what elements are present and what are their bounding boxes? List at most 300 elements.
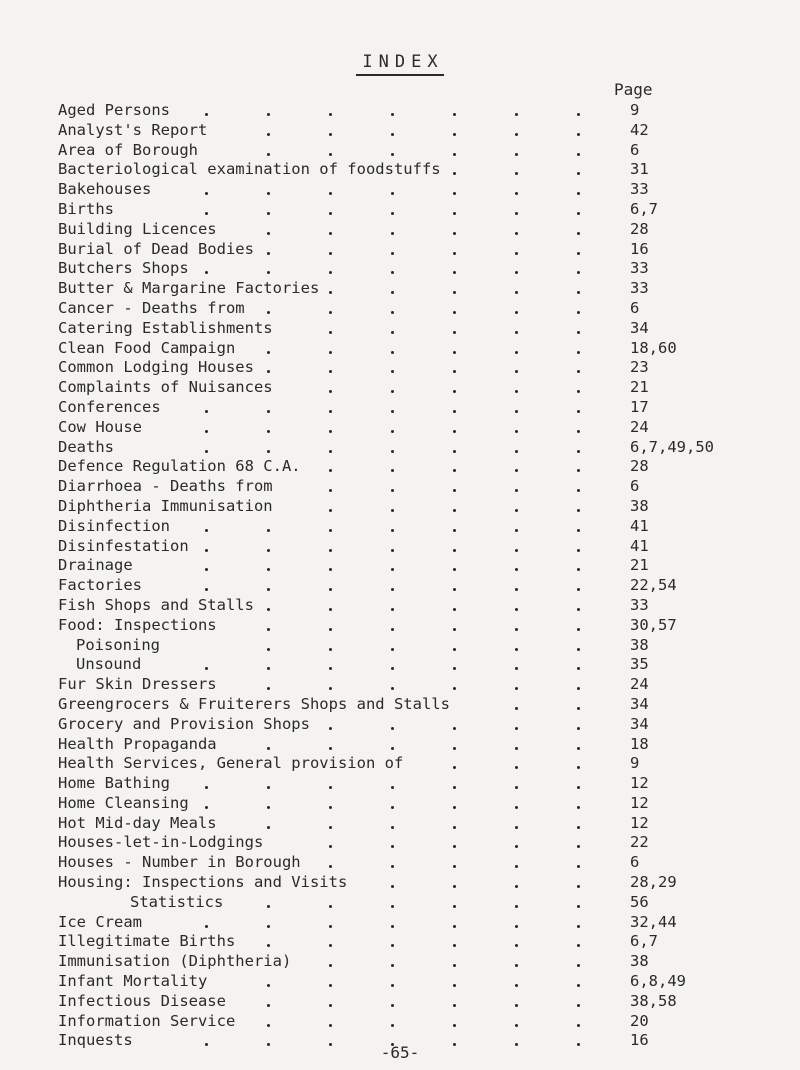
leader-dots <box>58 952 598 972</box>
index-entry <box>58 636 778 656</box>
leader-dot <box>267 984 270 987</box>
leader-dot <box>267 648 270 651</box>
leader-dot <box>453 1004 456 1007</box>
leader-dot <box>453 351 456 354</box>
leader-dot <box>391 648 394 651</box>
entry-label: Hot Mid-day Meals <box>58 813 217 832</box>
leader-dot <box>577 529 580 532</box>
leader-dots <box>58 774 598 794</box>
leader-dot <box>577 311 580 314</box>
leader-dot <box>205 430 208 433</box>
leader-dot <box>453 192 456 195</box>
entry-page-ref: 9 <box>630 754 640 773</box>
leader-dot <box>453 925 456 928</box>
index-entry <box>58 675 778 695</box>
entry-page-ref: 17 <box>630 397 649 416</box>
leader-dot <box>453 291 456 294</box>
leader-dot <box>205 271 208 274</box>
leader-dot <box>453 331 456 334</box>
leader-dots <box>58 319 598 339</box>
leader-dots <box>58 220 598 240</box>
leader-dot <box>453 667 456 670</box>
leader-dot <box>515 588 518 591</box>
leader-dot <box>515 667 518 670</box>
index-entry <box>58 457 778 477</box>
index-entry <box>58 794 778 814</box>
leader-dot <box>391 925 394 928</box>
entry-label: Defence Regulation 68 C.A. <box>58 457 301 476</box>
leader-dot <box>515 232 518 235</box>
leader-dot <box>391 509 394 512</box>
leader-dot <box>267 925 270 928</box>
leader-dot <box>577 747 580 750</box>
entry-page-ref: 41 <box>630 536 649 555</box>
entry-label: Greengrocers & Fruiterers Shops and Stalls <box>58 694 450 713</box>
leader-dot <box>515 252 518 255</box>
leader-dots <box>58 833 598 853</box>
index-entry <box>58 596 778 616</box>
leader-dot <box>577 489 580 492</box>
entry-label: Inquests <box>58 1031 133 1050</box>
index-entry <box>58 319 778 339</box>
entry-page-ref: 12 <box>630 813 649 832</box>
entry-page-ref: 12 <box>630 774 649 793</box>
leader-dot <box>515 984 518 987</box>
leader-dot <box>329 964 332 967</box>
leader-dot <box>515 192 518 195</box>
index-entry <box>58 160 778 180</box>
leader-dot <box>515 628 518 631</box>
leader-dots <box>58 121 598 141</box>
entry-label: Area of Borough <box>58 140 198 159</box>
leader-dot <box>453 370 456 373</box>
index-entry <box>58 873 778 893</box>
leader-dot <box>515 529 518 532</box>
leader-dot <box>329 351 332 354</box>
entry-page-ref: 18 <box>630 734 649 753</box>
leader-dot <box>391 568 394 571</box>
entry-label: Immunisation (Diphtheria) <box>58 952 292 971</box>
leader-dots <box>58 438 598 458</box>
index-entry <box>58 121 778 141</box>
leader-dot <box>267 271 270 274</box>
entry-label: Houses-let-in-Lodgings <box>58 833 264 852</box>
entry-page-ref: 21 <box>630 556 649 575</box>
leader-dot <box>205 667 208 670</box>
leader-dots <box>58 299 598 319</box>
entry-page-ref: 41 <box>630 516 649 535</box>
entry-page-ref: 9 <box>630 101 640 119</box>
page-column-header: Page <box>614 80 653 99</box>
leader-dots <box>58 160 598 180</box>
leader-dot <box>453 311 456 314</box>
leader-dot <box>391 153 394 156</box>
leader-dot <box>267 370 270 373</box>
leader-dot <box>391 865 394 868</box>
leader-dot <box>577 133 580 136</box>
leader-dot <box>515 113 518 116</box>
leader-dot <box>453 944 456 947</box>
entry-page-ref: 20 <box>630 1011 649 1030</box>
leader-dot <box>329 1024 332 1027</box>
leader-dot <box>453 766 456 769</box>
leader-dot <box>391 549 394 552</box>
entry-label: Common Lodging Houses <box>58 358 254 377</box>
leader-dot <box>329 747 332 750</box>
index-entry <box>58 774 778 794</box>
leader-dot <box>453 905 456 908</box>
index-entry <box>58 932 778 952</box>
leader-dot <box>577 1024 580 1027</box>
entry-label: Statistics <box>130 892 224 911</box>
leader-dot <box>577 944 580 947</box>
leader-dot <box>453 172 456 175</box>
leader-dot <box>267 1004 270 1007</box>
leader-dot <box>577 826 580 829</box>
leader-dot <box>453 153 456 156</box>
entry-page-ref: 24 <box>630 417 649 436</box>
index-entry <box>58 141 778 161</box>
entry-page-ref: 23 <box>630 358 649 377</box>
leader-dot <box>267 410 270 413</box>
entry-label: Factories <box>58 576 142 595</box>
index-entry <box>58 735 778 755</box>
index-entry <box>58 180 778 200</box>
leader-dot <box>267 212 270 215</box>
leader-dot <box>205 450 208 453</box>
leader-dot <box>453 212 456 215</box>
leader-dot <box>267 568 270 571</box>
leader-dot <box>267 687 270 690</box>
leader-dot <box>453 845 456 848</box>
entry-label: Butchers Shops <box>58 259 189 278</box>
index-entry <box>58 358 778 378</box>
leader-dot <box>515 727 518 730</box>
leader-dot <box>577 786 580 789</box>
leader-dots <box>58 972 598 992</box>
entry-page-ref: 32,44 <box>630 912 677 931</box>
entry-label: Deaths <box>58 437 114 456</box>
leader-dot <box>515 331 518 334</box>
leader-dot <box>453 509 456 512</box>
index-entry <box>58 992 778 1012</box>
leader-dot <box>329 925 332 928</box>
entry-label: Butter & Margarine Factories <box>58 279 320 298</box>
leader-dot <box>515 172 518 175</box>
leader-dot <box>453 549 456 552</box>
leader-dots <box>58 873 598 893</box>
entry-page-ref: 42 <box>630 120 649 139</box>
leader-dot <box>391 271 394 274</box>
entry-page-ref: 6 <box>630 298 640 317</box>
entry-page-ref: 28 <box>630 457 649 476</box>
leader-dot <box>391 390 394 393</box>
leader-dot <box>267 311 270 314</box>
leader-dots <box>58 715 598 735</box>
leader-dot <box>267 1024 270 1027</box>
leader-dot <box>453 648 456 651</box>
index-entry <box>58 240 778 260</box>
index-entry <box>58 477 778 497</box>
leader-dot <box>577 845 580 848</box>
entry-label: Houses - Number in Borough <box>58 853 301 872</box>
leader-dot <box>577 430 580 433</box>
leader-dot <box>205 113 208 116</box>
index-entry <box>58 754 778 774</box>
leader-dot <box>453 628 456 631</box>
leader-dot <box>515 1004 518 1007</box>
entry-label: Home Bathing <box>58 774 170 793</box>
index-entry <box>58 537 778 557</box>
leader-dot <box>329 648 332 651</box>
leader-dot <box>391 588 394 591</box>
leader-dot <box>453 687 456 690</box>
leader-dots <box>58 992 598 1012</box>
leader-dot <box>205 549 208 552</box>
leader-dot <box>391 430 394 433</box>
index-entry <box>58 853 778 873</box>
leader-dots <box>58 279 598 299</box>
leader-dot <box>515 865 518 868</box>
leader-dot <box>329 628 332 631</box>
leader-dot <box>329 113 332 116</box>
leader-dot <box>391 806 394 809</box>
leader-dot <box>205 806 208 809</box>
entry-page-ref: 22,54 <box>630 576 677 595</box>
index-entry <box>58 913 778 933</box>
leader-dots <box>58 398 598 418</box>
leader-dot <box>577 984 580 987</box>
leader-dot <box>453 469 456 472</box>
leader-dot <box>391 469 394 472</box>
leader-dot <box>267 153 270 156</box>
leader-dot <box>577 885 580 888</box>
leader-dot <box>391 845 394 848</box>
leader-dot <box>267 252 270 255</box>
entry-page-ref: 34 <box>630 714 649 733</box>
leader-dot <box>515 212 518 215</box>
leader-dot <box>453 113 456 116</box>
leader-dot <box>329 153 332 156</box>
entry-page-ref: 18,60 <box>630 338 677 357</box>
entry-page-ref: 38 <box>630 635 649 654</box>
entry-label: Poisoning <box>76 635 160 654</box>
leader-dot <box>515 390 518 393</box>
entry-label: Housing: Inspections and Visits <box>58 873 348 892</box>
leader-dot <box>391 628 394 631</box>
leader-dot <box>515 271 518 274</box>
leader-dot <box>329 469 332 472</box>
leader-dot <box>453 885 456 888</box>
leader-dot <box>329 905 332 908</box>
leader-dot <box>267 549 270 552</box>
entry-page-ref: 33 <box>630 279 649 298</box>
leader-dot <box>515 944 518 947</box>
leader-dot <box>515 905 518 908</box>
leader-dot <box>577 707 580 710</box>
entry-label: Infant Mortality <box>58 972 208 991</box>
leader-dot <box>515 133 518 136</box>
leader-dot <box>329 806 332 809</box>
leader-dot <box>391 113 394 116</box>
leader-dot <box>329 489 332 492</box>
leader-dot <box>515 450 518 453</box>
leader-dot <box>329 271 332 274</box>
leader-dots <box>58 180 598 200</box>
index-entry <box>58 715 778 735</box>
leader-dots <box>58 695 598 715</box>
index-entry <box>58 576 778 596</box>
entry-page-ref: 22 <box>630 833 649 852</box>
leader-dot <box>329 826 332 829</box>
entry-label: Diarrhoea - Deaths from <box>58 477 273 496</box>
entry-page-ref: 33 <box>630 180 649 199</box>
leader-dot <box>577 331 580 334</box>
leader-dot <box>577 608 580 611</box>
index-entry <box>58 695 778 715</box>
leader-dots <box>58 893 598 913</box>
index-entry <box>58 200 778 220</box>
leader-dot <box>329 588 332 591</box>
leader-dot <box>453 489 456 492</box>
leader-dots <box>58 616 598 636</box>
entry-label: Home Cleansing <box>58 793 189 812</box>
leader-dots <box>58 497 598 517</box>
leader-dot <box>205 192 208 195</box>
leader-dot <box>205 410 208 413</box>
leader-dot <box>453 786 456 789</box>
entry-page-ref: 33 <box>630 259 649 278</box>
leader-dot <box>453 747 456 750</box>
leader-dot <box>267 905 270 908</box>
leader-dot <box>577 469 580 472</box>
leader-dots <box>58 636 598 656</box>
leader-dot <box>515 351 518 354</box>
leader-dot <box>267 450 270 453</box>
index-entry <box>58 220 778 240</box>
leader-dot <box>391 687 394 690</box>
leader-dot <box>577 252 580 255</box>
leader-dots <box>58 675 598 695</box>
leader-dot <box>267 232 270 235</box>
leader-dot <box>577 192 580 195</box>
leader-dot <box>391 370 394 373</box>
entry-page-ref: 6 <box>630 853 640 872</box>
leader-dot <box>577 410 580 413</box>
leader-dot <box>329 944 332 947</box>
leader-dot <box>391 529 394 532</box>
index-entry <box>58 339 778 359</box>
entry-page-ref: 16 <box>630 239 649 258</box>
leader-dots <box>58 932 598 952</box>
entry-label: Illegitimate Births <box>58 932 236 951</box>
entry-page-ref: 38 <box>630 496 649 515</box>
leader-dot <box>453 568 456 571</box>
leader-dots <box>58 200 598 220</box>
leader-dot <box>453 865 456 868</box>
index-entry <box>58 378 778 398</box>
leader-dot <box>577 450 580 453</box>
leader-dot <box>205 568 208 571</box>
leader-dot <box>391 944 394 947</box>
entry-page-ref: 31 <box>630 160 649 179</box>
index-entry <box>58 814 778 834</box>
leader-dot <box>267 192 270 195</box>
index-entry <box>58 279 778 299</box>
leader-dot <box>391 450 394 453</box>
leader-dots <box>58 418 598 438</box>
leader-dot <box>329 390 332 393</box>
leader-dots <box>58 596 598 616</box>
leader-dot <box>453 450 456 453</box>
leader-dot <box>515 568 518 571</box>
leader-dots <box>58 576 598 596</box>
leader-dot <box>391 747 394 750</box>
leader-dot <box>453 964 456 967</box>
leader-dot <box>515 370 518 373</box>
leader-dot <box>267 747 270 750</box>
leader-dot <box>515 311 518 314</box>
leader-dot <box>453 529 456 532</box>
entry-page-ref: 6,8,49 <box>630 972 686 991</box>
leader-dot <box>205 529 208 532</box>
leader-dot <box>391 133 394 136</box>
leader-dot <box>329 252 332 255</box>
leader-dot <box>577 628 580 631</box>
entry-label: Health Propaganda <box>58 734 217 753</box>
leader-dot <box>329 430 332 433</box>
leader-dot <box>391 192 394 195</box>
leader-dots <box>58 378 598 398</box>
entry-label: Cow House <box>58 417 142 436</box>
leader-dot <box>267 628 270 631</box>
entry-label: Drainage <box>58 556 133 575</box>
leader-dot <box>577 549 580 552</box>
index-entry <box>58 418 778 438</box>
index-entry <box>58 517 778 537</box>
leader-dot <box>329 1004 332 1007</box>
leader-dot <box>515 153 518 156</box>
leader-dot <box>267 430 270 433</box>
leader-dot <box>577 113 580 116</box>
leader-dot <box>577 727 580 730</box>
leader-dot <box>577 390 580 393</box>
index-entry <box>58 556 778 576</box>
index-entries <box>58 101 778 1051</box>
leader-dot <box>329 370 332 373</box>
leader-dot <box>577 687 580 690</box>
entry-label: Births <box>58 199 114 218</box>
leader-dot <box>391 331 394 334</box>
leader-dot <box>391 410 394 413</box>
entry-page-ref: 38 <box>630 952 649 971</box>
entry-page-ref: 34 <box>630 694 649 713</box>
entry-label: Information Service <box>58 1011 236 1030</box>
leader-dot <box>515 549 518 552</box>
leader-dots <box>58 240 598 260</box>
leader-dot <box>267 806 270 809</box>
leader-dot <box>329 984 332 987</box>
leader-dot <box>577 232 580 235</box>
leader-dot <box>329 845 332 848</box>
index-entry <box>58 259 778 279</box>
leader-dot <box>391 1004 394 1007</box>
leader-dot <box>267 588 270 591</box>
leader-dot <box>329 331 332 334</box>
leader-dot <box>515 845 518 848</box>
leader-dot <box>577 153 580 156</box>
leader-dots <box>58 913 598 933</box>
